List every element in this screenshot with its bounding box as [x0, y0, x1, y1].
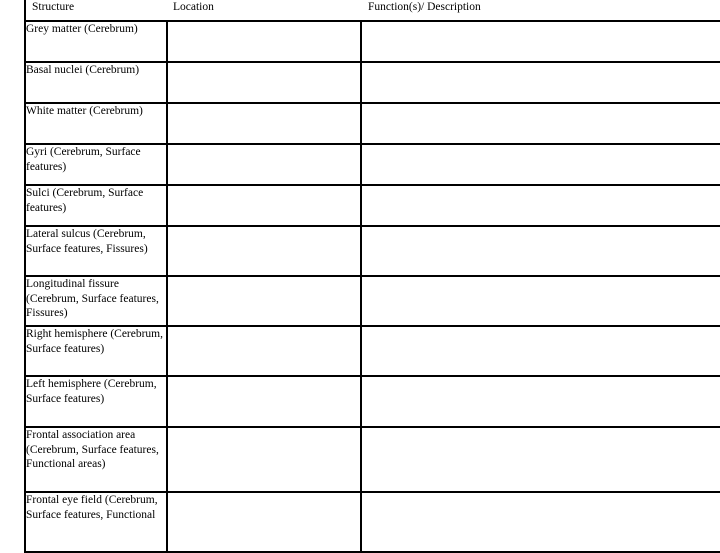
function-cell[interactable] [361, 326, 720, 376]
header-function: Function(s)/ Description [368, 1, 481, 13]
function-cell[interactable] [361, 376, 720, 427]
location-cell[interactable] [167, 21, 361, 62]
table-row [25, 103, 720, 144]
structure-cell: Gyri (Cerebrum, Surface features) [25, 144, 167, 185]
function-cell[interactable] [361, 21, 720, 62]
location-cell[interactable] [167, 492, 361, 552]
table-row [25, 62, 720, 103]
function-cell[interactable] [361, 103, 720, 144]
table-row [25, 21, 720, 62]
function-cell[interactable] [361, 62, 720, 103]
structure-cell: Left hemisphere (Cerebrum, Surface features) [25, 376, 167, 427]
structure-cell: White matter (Cerebrum) [25, 103, 167, 144]
structure-cell: Right hemisphere (Cerebrum, Surface features) [25, 326, 167, 376]
location-cell[interactable] [167, 376, 361, 427]
table-row [25, 185, 720, 226]
table-header-row [0, 0, 720, 20]
table-row [25, 276, 720, 326]
table-row [25, 144, 720, 185]
location-cell[interactable] [167, 185, 361, 226]
location-cell[interactable] [167, 103, 361, 144]
structure-cell: Basal nuclei (Cerebrum) [25, 62, 167, 103]
table-row [25, 427, 720, 492]
table-row [25, 226, 720, 276]
table-row [25, 492, 720, 552]
function-cell[interactable] [361, 492, 720, 552]
function-cell[interactable] [361, 427, 720, 492]
location-cell[interactable] [167, 144, 361, 185]
header-structure: Structure [32, 1, 75, 13]
structure-cell: Longitudinal fissure (Cerebrum, Surface features, Fissures) [25, 276, 167, 326]
header-location: Location [173, 1, 214, 13]
structure-table [24, 20, 720, 553]
table-row [25, 376, 720, 427]
structure-cell: Frontal association area (Cerebrum, Surface features, Functional areas) [25, 427, 167, 492]
location-cell[interactable] [167, 62, 361, 103]
function-cell[interactable] [361, 276, 720, 326]
structure-cell: Lateral sulcus (Cerebrum, Surface features, Fissures) [25, 226, 167, 276]
table-row [25, 326, 720, 376]
location-cell[interactable] [167, 226, 361, 276]
structure-cell: Frontal eye field (Cerebrum, Surface features, Functional [25, 492, 167, 552]
structure-cell: Sulci (Cerebrum, Surface features) [25, 185, 167, 226]
location-cell[interactable] [167, 276, 361, 326]
function-cell[interactable] [361, 144, 720, 185]
function-cell[interactable] [361, 185, 720, 226]
location-cell[interactable] [167, 326, 361, 376]
location-cell[interactable] [167, 427, 361, 492]
function-cell[interactable] [361, 226, 720, 276]
structure-cell: Grey matter (Cerebrum) [25, 21, 167, 62]
